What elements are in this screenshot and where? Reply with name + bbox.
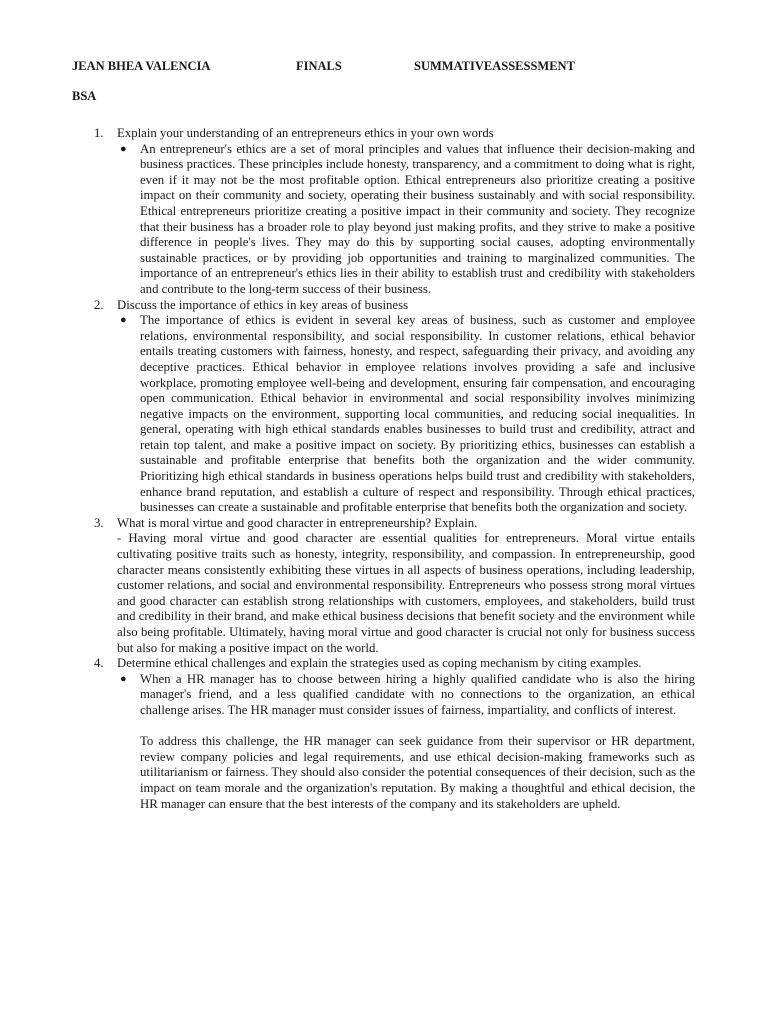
question-text: Discuss the importance of ethics in key areas of business xyxy=(117,297,409,312)
question-item xyxy=(94,298,695,516)
question-item xyxy=(94,126,695,298)
assessment-label: SUMMATIVEASSESSMENT xyxy=(414,59,575,73)
question-text: Determine ethical challenges and explain the strategies used as coping mechanism by citing examples. xyxy=(117,656,642,671)
answer-text: When a HR manager has to choose between hiring a highly qualified candidate who is also the hiring manager's friend, and a less qualified candidate with no connections to the organization, an ethical challenge arises. The HR manager must consider issues of fairness, impartiality, and conflicts of interest. xyxy=(140,671,695,717)
answer-bullet xyxy=(117,313,695,516)
question-number: 1. xyxy=(94,126,104,140)
question-text: Explain your understanding of an entrepreneurs ethics in your own words xyxy=(117,126,494,140)
question-number: 3. xyxy=(94,515,104,530)
bullet-icon: ● xyxy=(120,142,127,155)
course-label: BSA xyxy=(72,89,97,103)
answer-text-continued: To address this challenge, the HR manager can seek guidance from their supervisor or HR department, review company policies and legal requirements, and use ethical decision-making frameworks such as utilitarianism or fairness. They should also consider the potential consequences of their decision, such as the impact on team morale and the organization's reputation. By making a thoughtful and ethical decision, the HR manager can ensure that the best interests of the company and its stakeholders are upheld. xyxy=(140,734,695,811)
question-item xyxy=(94,656,695,812)
question-item xyxy=(94,516,695,656)
answer-text: The importance of ethics is evident in several key areas of business, such as customer and employee relations, environmental responsibility, and social responsibility. In customer relations, ethical behavior entails treating customers with fairness, honesty, and respect, safeguarding their privacy, and avoiding any deceptive practices. Ethical behavior in employee relations involves providing a safe and inclusive workplace, promoting employee well-being and development, ensuring fair compensation, and encouraging open communication. Ethical behavior in environmental and social responsibility involves minimizing negative impacts on the environment, supporting local communities, and reducing social inequalities. In general, operating with high ethical standards enables businesses to build trust and credibility, attract and retain top talent, and make a positive impact on society. By prioritizing ethics, businesses can establish a sustainable and profitable enterprise that benefits both the organization and the wider community. Prioritizing high ethical standards in business operations helps build trust and credibility with stakeholders, enhance brand reputation, and establish a culture of respect and responsibility. Through ethical practices, businesses can create a sustainable and profitable enterprise that benefits both the organization and society. xyxy=(140,313,695,515)
answer-text: An entrepreneur's ethics are a set of moral principles and values that influence their decision-making and business practices. These principles include honesty, transparency, and a commitment to doing what is right, even if it may not be the most profitable option. Ethical entrepreneurs also prioritize creating a positive impact on their community and society, operating their business sustainably and with social responsibility. Ethical entrepreneurs prioritize creating a positive impact in their community and society. They recognize that their business has a broader role to play beyond just making profits, and they strive to make a positive difference in people's lives. They may do this by supporting social causes, adopting environmentally sustainable practices, or by providing job opportunities and training to marginalized communities. The importance of an entrepreneur's ethics lies in their ability to establish trust and credibility with stakeholders and contribute to the long-term success of their business. xyxy=(140,141,695,296)
answer-bullet xyxy=(117,142,695,298)
answer-text: - Having moral virtue and good character are essential qualities for entrepreneurs. Moral virtue entails cultivating positive traits such as honesty, integrity, responsibility, and compassion. In entrepreneurship, good character means consistently exhibiting these virtues in all aspects of business operations, including leadership, customer relations, and social and environmental responsibility. Entrepreneurs who possess strong moral virtues and good character can establish strong relationships with customers, employees, and stakeholders, build trust and credibility in their brand, and make ethical business decisions that benefit society and the environment while also being profitable. Ultimately, having moral virtue and good character is crucial not only for business success but also for making a positive impact on the world. xyxy=(117,531,695,655)
bullet-icon: ● xyxy=(120,314,127,327)
bullet-icon: ● xyxy=(120,672,127,685)
question-list xyxy=(94,126,695,812)
question-text: What is moral virtue and good character in entrepreneurship? Explain. xyxy=(117,515,478,530)
question-number: 2. xyxy=(94,297,104,312)
exam-label: FINALS xyxy=(296,59,342,73)
question-number: 4. xyxy=(94,656,104,671)
answer-bullet xyxy=(117,672,695,812)
student-name: JEAN BHEA VALENCIA xyxy=(72,59,211,73)
document-header xyxy=(72,58,692,104)
